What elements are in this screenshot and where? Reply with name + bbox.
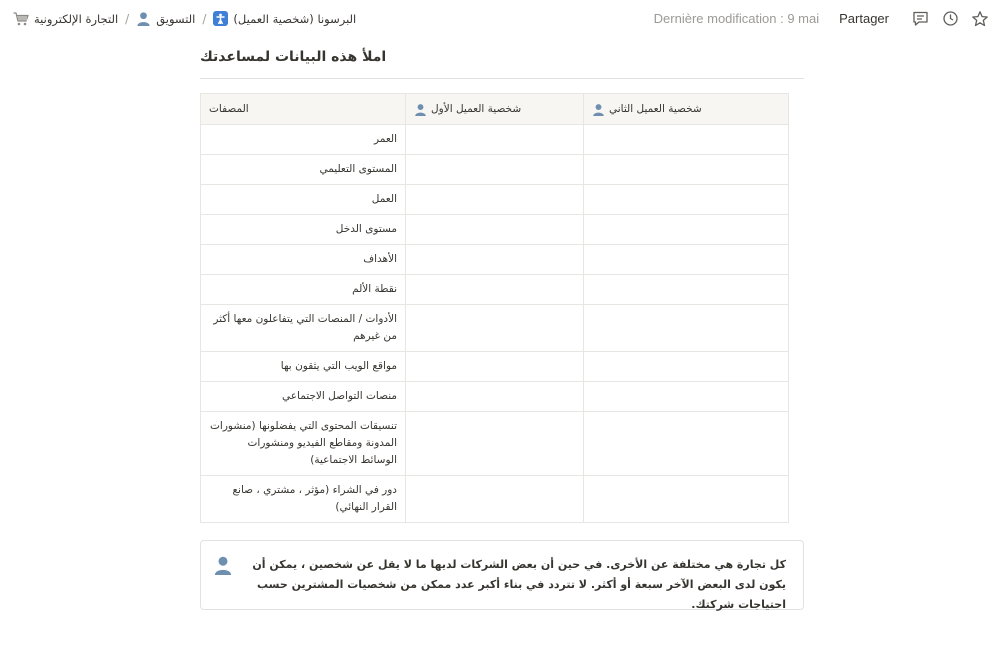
table-row — [201, 476, 789, 523]
persona-1-cell[interactable] — [406, 215, 584, 245]
table-row — [201, 185, 789, 215]
attribute-cell[interactable]: مستوى الدخل — [201, 215, 406, 245]
person-icon — [414, 103, 427, 116]
persona-1-cell[interactable] — [406, 245, 584, 275]
attribute-cell[interactable]: الأدوات / المنصات التي يتفاعلون معها أكثر من غيرهم — [201, 305, 406, 352]
top-bar — [0, 0, 1005, 37]
table-row — [201, 245, 789, 275]
breadcrumb-separator: / — [125, 11, 130, 26]
table-row — [201, 125, 789, 155]
column-header-label: المصفات — [209, 102, 249, 115]
title-divider — [200, 78, 804, 79]
column-header-label: شخصية العميل الثاني — [609, 102, 702, 115]
share-button[interactable]: Partager — [839, 11, 889, 26]
breadcrumb-item-marketing[interactable] — [133, 9, 198, 28]
table-row — [201, 275, 789, 305]
persona-2-cell[interactable] — [584, 155, 789, 185]
header-actions — [654, 6, 995, 32]
attribute-cell[interactable]: منصات التواصل الاجتماعي — [201, 382, 406, 412]
persona-2-cell[interactable] — [584, 125, 789, 155]
person-icon — [592, 103, 605, 116]
callout-text[interactable]: كل تجارة هي مختلفة عن الأخرى. في حين أن بعض الشركات لديها ما لا يقل عن شخصين ، يمكن أن يكون لدى البعض الآخر سبعة أو أكثر. لا تتردد في بناء أكبر عدد ممكن من شخصيات المشترين حسب احتياجات شركتك. — [252, 558, 786, 611]
table-row — [201, 305, 789, 352]
column-header-persona-1[interactable] — [406, 94, 584, 125]
persona-2-cell[interactable] — [584, 215, 789, 245]
favorite-star-icon[interactable] — [965, 6, 995, 32]
persona-2-cell[interactable] — [584, 352, 789, 382]
person-mark-icon — [213, 11, 228, 26]
persona-2-cell[interactable] — [584, 275, 789, 305]
table-row — [201, 215, 789, 245]
attribute-cell[interactable]: تنسيقات المحتوى التي يفضلونها (منشورات المدونة ومقاطع الفيديو ومنشورات الوسائط الاجتماعية) — [201, 412, 406, 476]
persona-1-cell[interactable] — [406, 412, 584, 476]
persona-1-cell[interactable] — [406, 382, 584, 412]
breadcrumb-item-persona[interactable] — [210, 9, 359, 28]
persona-1-cell[interactable] — [406, 275, 584, 305]
attribute-cell[interactable]: دور في الشراء (مؤثر ، مشتري ، صانع القرار النهائي) — [201, 476, 406, 523]
column-header-attributes[interactable] — [201, 94, 406, 125]
persona-1-cell[interactable] — [406, 352, 584, 382]
person-icon — [213, 555, 233, 575]
table-row — [201, 412, 789, 476]
breadcrumb-label: البرسونا (شخصية العميل) — [233, 11, 357, 26]
persona-2-cell[interactable] — [584, 476, 789, 523]
persona-table — [200, 93, 789, 523]
attribute-cell[interactable]: الأهداف — [201, 245, 406, 275]
table-row — [201, 352, 789, 382]
column-header-persona-2[interactable] — [584, 94, 789, 125]
comment-icon[interactable] — [905, 6, 935, 32]
breadcrumb-item-ecommerce[interactable] — [10, 10, 121, 28]
column-header-label: شخصية العميل الأول — [431, 102, 522, 115]
callout-box — [200, 540, 804, 610]
persona-1-cell[interactable] — [406, 155, 584, 185]
attribute-cell[interactable]: نقطة الألم — [201, 275, 406, 305]
persona-2-cell[interactable] — [584, 185, 789, 215]
persona-1-cell[interactable] — [406, 125, 584, 155]
page-title[interactable]: املأ هذه البيانات لمساعدتك — [200, 49, 387, 65]
persona-2-cell[interactable] — [584, 245, 789, 275]
breadcrumb-label: التجارة الإلكترونية — [34, 11, 119, 26]
history-clock-icon[interactable] — [935, 6, 965, 32]
attribute-cell[interactable]: العمل — [201, 185, 406, 215]
breadcrumb — [10, 9, 359, 28]
persona-1-cell[interactable] — [406, 185, 584, 215]
attribute-cell[interactable]: المستوى التعليمي — [201, 155, 406, 185]
table-header-row — [201, 94, 789, 125]
attribute-cell[interactable]: مواقع الويب التي يثقون بها — [201, 352, 406, 382]
persona-1-cell[interactable] — [406, 305, 584, 352]
breadcrumb-label: التسويق — [156, 11, 196, 26]
attribute-cell[interactable]: العمر — [201, 125, 406, 155]
table-row — [201, 382, 789, 412]
persona-2-cell[interactable] — [584, 412, 789, 476]
persona-2-cell[interactable] — [584, 382, 789, 412]
last-modified-text: Dernière modification : 9 mai — [653, 11, 820, 26]
table-row — [201, 155, 789, 185]
persona-2-cell[interactable] — [584, 305, 789, 352]
person-icon — [136, 11, 151, 26]
persona-1-cell[interactable] — [406, 476, 584, 523]
breadcrumb-separator: / — [202, 11, 207, 26]
shopping-cart-icon — [13, 12, 29, 26]
